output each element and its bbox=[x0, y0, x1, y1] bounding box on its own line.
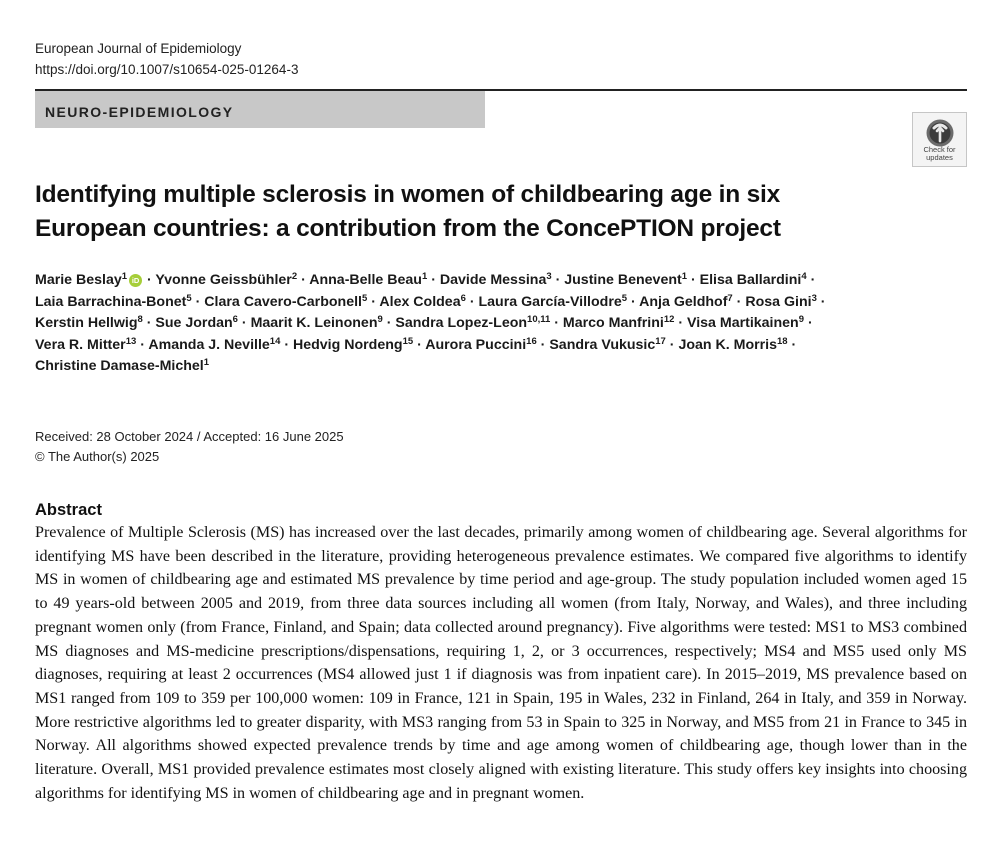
affiliation-number: 3 bbox=[546, 271, 552, 282]
author-name[interactable]: Hedvig Nordeng bbox=[292, 336, 403, 353]
check-for-updates-button[interactable] bbox=[912, 112, 967, 167]
affiliation-number: 4 bbox=[801, 271, 807, 282]
affiliation-number: 5 bbox=[186, 292, 192, 304]
affiliation-number: 9 bbox=[798, 314, 805, 325]
affiliation-number: 6 bbox=[460, 292, 466, 304]
author-name[interactable]: Davide Messina bbox=[439, 272, 547, 288]
affiliation-number: 5 bbox=[361, 292, 368, 304]
affiliation-number: 9 bbox=[377, 314, 383, 325]
author-name[interactable]: Joan K. Morris bbox=[678, 336, 777, 353]
affiliation-number: 10,11 bbox=[527, 314, 551, 325]
author-name[interactable]: Laura García-Villodre bbox=[478, 293, 622, 310]
abstract-heading: Abstract bbox=[35, 501, 102, 519]
affiliation-number: 17 bbox=[655, 335, 666, 347]
affiliation-number: 16 bbox=[526, 335, 537, 347]
affiliation-number: 1 bbox=[681, 271, 688, 282]
author-name[interactable]: Rosa Gini bbox=[745, 293, 812, 310]
journal-header bbox=[35, 38, 298, 80]
affiliation-number: 5 bbox=[621, 292, 628, 304]
author-name[interactable]: Marie Beslay bbox=[35, 272, 122, 288]
affiliation-number: 15 bbox=[402, 335, 414, 347]
author-name[interactable]: Sandra Vukusic bbox=[549, 336, 656, 353]
affiliation-number: 13 bbox=[125, 335, 137, 347]
orcid-icon[interactable]: iD bbox=[129, 274, 142, 287]
author-name[interactable]: Aurora Puccini bbox=[425, 336, 527, 353]
affiliation-number: 12 bbox=[663, 314, 675, 325]
affiliation-number: 7 bbox=[727, 292, 733, 304]
author-name[interactable]: Visa Martikainen bbox=[687, 315, 799, 331]
author-name[interactable]: Christine Damase-Michel bbox=[35, 358, 204, 374]
author-list: Marie Beslay$^1$ iD · Yvonne Geissbühler$^2$ · Anna-Belle Beau$^1$ · Davide Messina$^3$ · Justine Benevent$^1$ · Elisa Ballardini$^4$ · Laia Barrachina-Bonet$^5$ · Clara Cavero-Carbonell$^5$ · Alex Coldea$^6$ · Laura García-Villodre$^5$ · Anja Geldhof$^7$ · Rosa Gini$^3$ · Kerstin Hellwig$^8$ · Sue Jordan$^6$ · Maarit K. Leinonen$^9$ · Sandra Lopez-Leon$^{10,11}$ · Marco Manfrini$^{12}$ · Visa Martikainen$^9$ · Vera R. Mitter$^{13}$ · Amanda J. Neville$^{14}$ · Hedvig Nordeng$^{15}$ · Aurora Puccini$^{16}$ · Sandra Vukusic$^{17}$ · Joan K. Morris$^{18}$ · Christine Damase-Michel$^1$ bbox=[35, 271, 826, 374]
check-updates-icon bbox=[925, 118, 955, 148]
received-accepted-dates: Received: 28 October 2024 / Accepted: 16 June 2025 bbox=[35, 429, 344, 444]
author-name[interactable]: Kerstin Hellwig bbox=[35, 315, 138, 331]
affiliation-number: 2 bbox=[291, 271, 298, 282]
author-name[interactable]: Sandra Lopez-Leon bbox=[395, 315, 528, 331]
section-label: NEURO-EPIDEMIOLOGY bbox=[35, 91, 485, 128]
journal-name: European Journal of Epidemiology bbox=[35, 41, 242, 56]
author-name[interactable]: Sue Jordan bbox=[155, 315, 233, 331]
author-name[interactable]: Anna-Belle Beau bbox=[309, 272, 422, 288]
author-name[interactable]: Yvonne Geissbühler bbox=[155, 272, 292, 288]
author-name[interactable]: Vera R. Mitter bbox=[35, 336, 126, 353]
abstract-text: Prevalence of Multiple Sclerosis (MS) has increased over the last decades, primarily among women of childbearing age. Several algorithms for identifying MS have been described in the literature, providing heterogeneous prevalence estimates. We compared five algorithms to identify MS in women of childbearing age and estimated MS prevalence by time period and age-group. The study population included women aged 15 to 49 years-old between 2005 and 2019, from three data sources including all women (from Italy, Norway, and Wales), and three including pregnant women only (from France, Finland, and Spain; data collected around pregnancy). Five algorithms were tested: MS1 to MS3 combined MS diagnoses and MS-medicine prescriptions/dispensations, requiring 1, 2, or 3 occurrences, respectively; MS4 and MS5 used only MS diagnoses, requiring at least 2 occurrences (MS4 allowed just 1 if diagnosis was from inpatient care). In 2015–2019, MS prevalence based on MS1 ranged from 109 to 359 per 100,000 women: 109 in France, 121 in Spain, 195 in Wales, 232 in Finland, 264 in Italy, and 359 in Norway. More restrictive algorithms led to greater disparity, with MS3 ranging from 53 in Spain to 325 in Norway, and MS5 from 21 in France to 345 in Norway. All algorithms showed expected prevalence trends by time and age among women of childbearing age, though lower than in the literature. Overall, MS1 provided prevalence estimates most closely aligned with existing literature. This study offers key insights into choosing algorithms for identifying MS in women of childbearing age and in pregnant women. bbox=[35, 524, 967, 802]
affiliation-number: 1 bbox=[203, 357, 210, 368]
article-title bbox=[35, 178, 895, 246]
author-name[interactable]: Marco Manfrini bbox=[562, 315, 664, 331]
affiliation-number: 1 bbox=[121, 271, 128, 282]
author-name[interactable]: Laia Barrachina-Bonet bbox=[35, 293, 187, 310]
doi-link[interactable]: https://doi.org/10.1007/s10654-025-01264-3 bbox=[35, 62, 299, 77]
author-name[interactable]: Amanda J. Neville bbox=[148, 336, 270, 353]
author-name[interactable]: Anja Geldhof bbox=[639, 293, 728, 310]
author-name[interactable]: Clara Cavero-Carbonell bbox=[204, 293, 362, 310]
affiliation-number: 1 bbox=[421, 271, 428, 282]
check-updates-label: Check for updates bbox=[923, 145, 956, 162]
author-name[interactable]: Elisa Ballardini bbox=[699, 272, 802, 288]
author-name[interactable]: Justine Benevent bbox=[564, 272, 682, 288]
title-line: European countries: a contribution from the ConcePTION project bbox=[35, 215, 781, 242]
author-name[interactable]: Maarit K. Leinonen bbox=[250, 315, 378, 331]
affiliation-number: 14 bbox=[269, 335, 281, 347]
affiliation-number: 3 bbox=[811, 292, 817, 304]
title-line: Identifying multiple sclerosis in women of childbearing age in six bbox=[35, 181, 781, 208]
affiliation-number: 8 bbox=[137, 314, 143, 325]
affiliation-number: 6 bbox=[232, 314, 238, 325]
affiliation-number: 18 bbox=[777, 335, 788, 347]
copyright-notice: © The Author(s) 2025 bbox=[35, 449, 160, 464]
author-name[interactable]: Alex Coldea bbox=[379, 293, 461, 310]
article-dates bbox=[35, 427, 344, 467]
